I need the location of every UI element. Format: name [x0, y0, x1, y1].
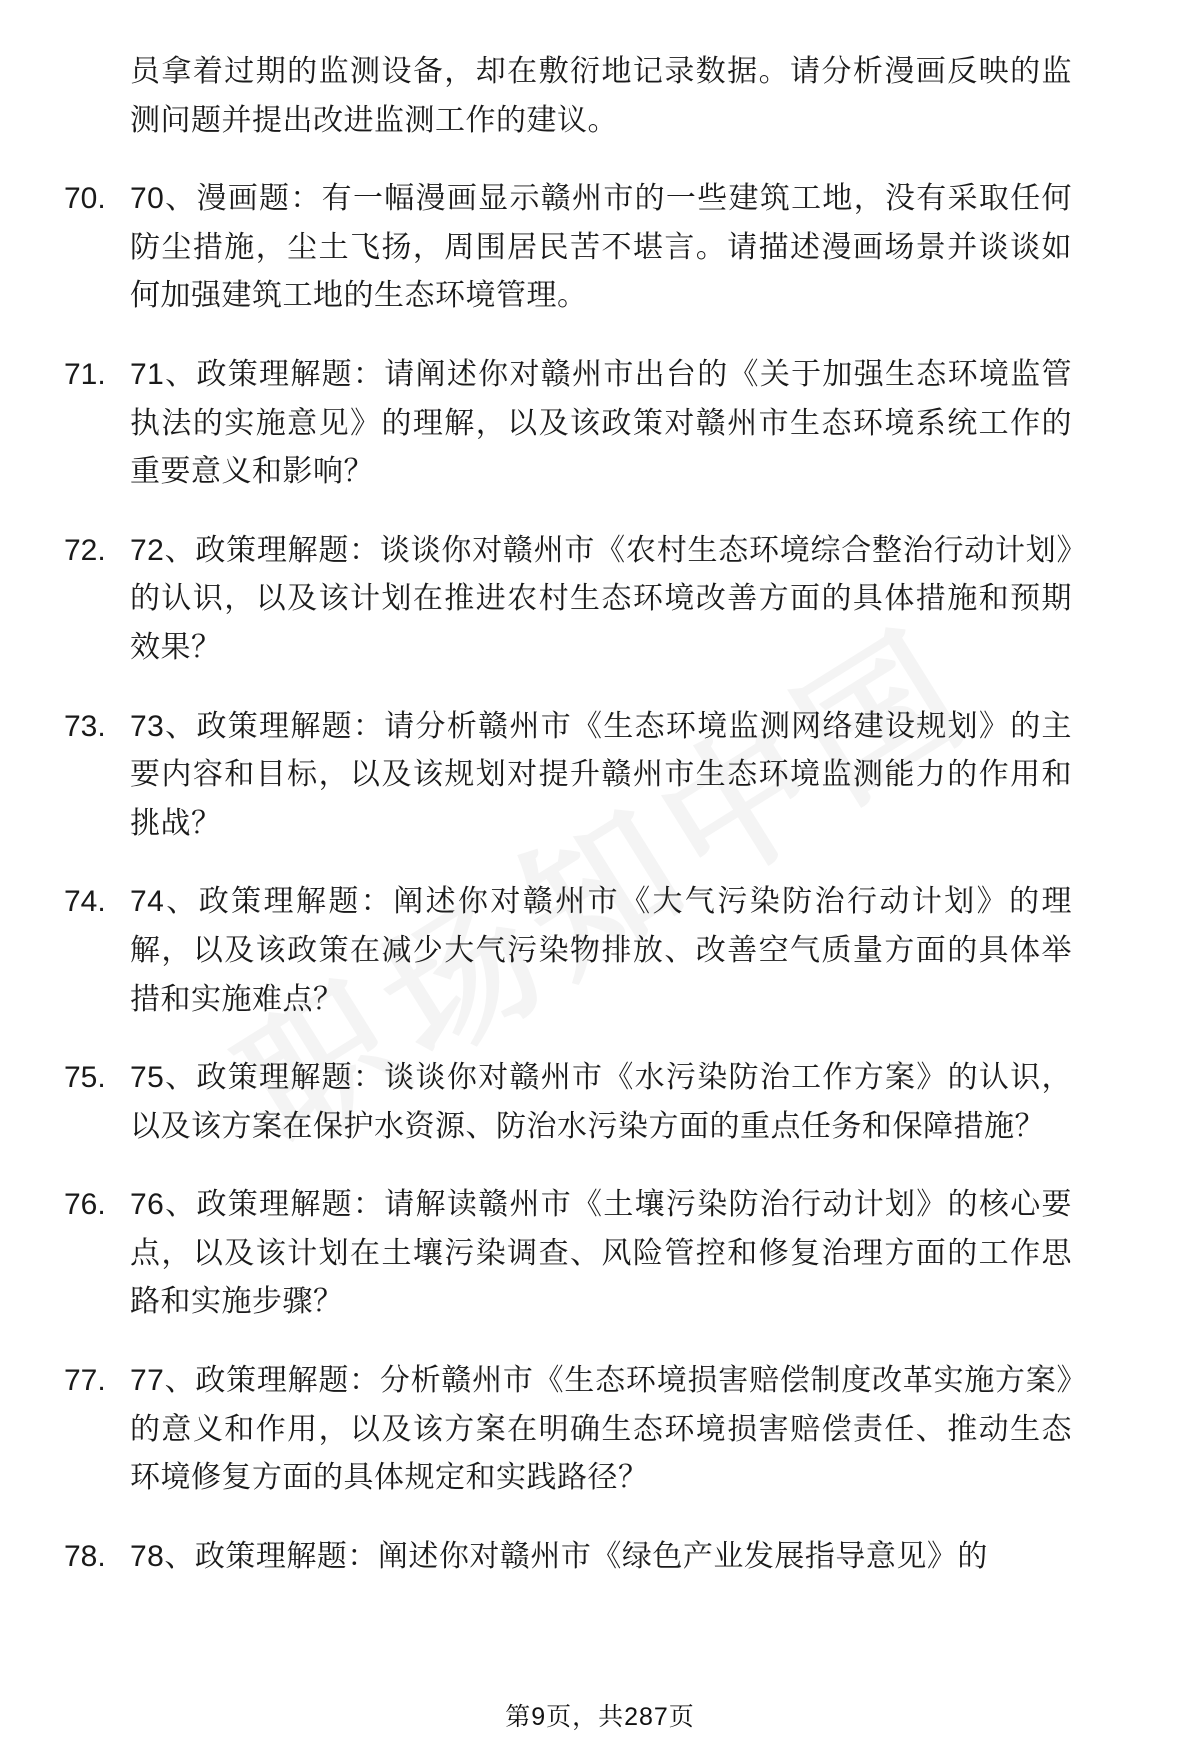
list-item [56, 1054, 1072, 1151]
list-item [56, 1181, 1072, 1327]
list-item-number: 76. [64, 1188, 106, 1222]
list-item-text: 75、政策理解题：谈谈你对赣州市《水污染防治工作方案》的认识，以及该方案在保护水资源、防治水污染方面的重点任务和保障措施？ [130, 1061, 1072, 1143]
list-item [56, 1357, 1072, 1503]
page-content [56, 48, 1072, 1581]
list-item-text: 70、漫画题：有一幅漫画显示赣州市的一些建筑工地，没有采取任何防尘措施，尘土飞扬，周围居民苦不堪言。请描述漫画场景并谈谈如何加强建筑工地的生态环境管理。 [130, 182, 1072, 313]
list-item-text: 74、政策理解题：阐述你对赣州市《大气污染防治行动计划》的理解，以及该政策在减少大气污染物排放、改善空气质量方面的具体举措和实施难点？ [130, 885, 1072, 1016]
list-item [56, 175, 1072, 321]
list-item-number: 71. [64, 357, 106, 391]
list-item-number: 78. [64, 1539, 106, 1573]
list-item-number: 72. [64, 533, 106, 567]
list-item-text: 71、政策理解题：请阐述你对赣州市出台的《关于加强生态环境监管执法的实施意见》的理解，以及该政策对赣州市生态环境系统工作的重要意义和影响？ [130, 357, 1072, 489]
lead-paragraph: 员拿着过期的监测设备，却在敷衍地记录数据。请分析漫画反映的监测问题并提出改进监测工作的建议。 [130, 55, 1072, 137]
list-item-number: 74. [64, 885, 106, 919]
list-item-number: 75. [64, 1061, 106, 1095]
list-item-number: 77. [64, 1364, 106, 1398]
list-item-number: 70. [64, 182, 106, 216]
list-item [56, 703, 1072, 849]
list-item-text: 77、政策理解题：分析赣州市《生态环境损害赔偿制度改革实施方案》的意义和作用，以及该方案在明确生态环境损害赔偿责任、推动生态环境修复方面的具体规定和实践路径？ [130, 1364, 1072, 1495]
list-item [56, 878, 1072, 1024]
list-item-number: 73. [64, 709, 106, 743]
list-item-text: 78、政策理解题：阐述你对赣州市《绿色产业发展指导意见》的 [130, 1539, 988, 1573]
page-footer: 第9页，共287页 [505, 1703, 695, 1731]
list-item [56, 1533, 1072, 1582]
list-item-text: 76、政策理解题：请解读赣州市《土壤污染防治行动计划》的核心要点，以及该计划在土壤污染调查、风险管控和修复治理方面的工作思路和实施步骤？ [130, 1188, 1072, 1319]
list-item [56, 527, 1072, 673]
list-item [56, 351, 1072, 497]
list-item-text: 72、政策理解题：谈谈你对赣州市《农村生态环境综合整治行动计划》的认识，以及该计划在推进农村生态环境改善方面的具体措施和预期效果？ [130, 533, 1072, 664]
list-item-text: 73、政策理解题：请分析赣州市《生态环境监测网络建设规划》的主要内容和目标，以及该规划对提升赣州市生态环境监测能力的作用和挑战？ [130, 709, 1072, 840]
